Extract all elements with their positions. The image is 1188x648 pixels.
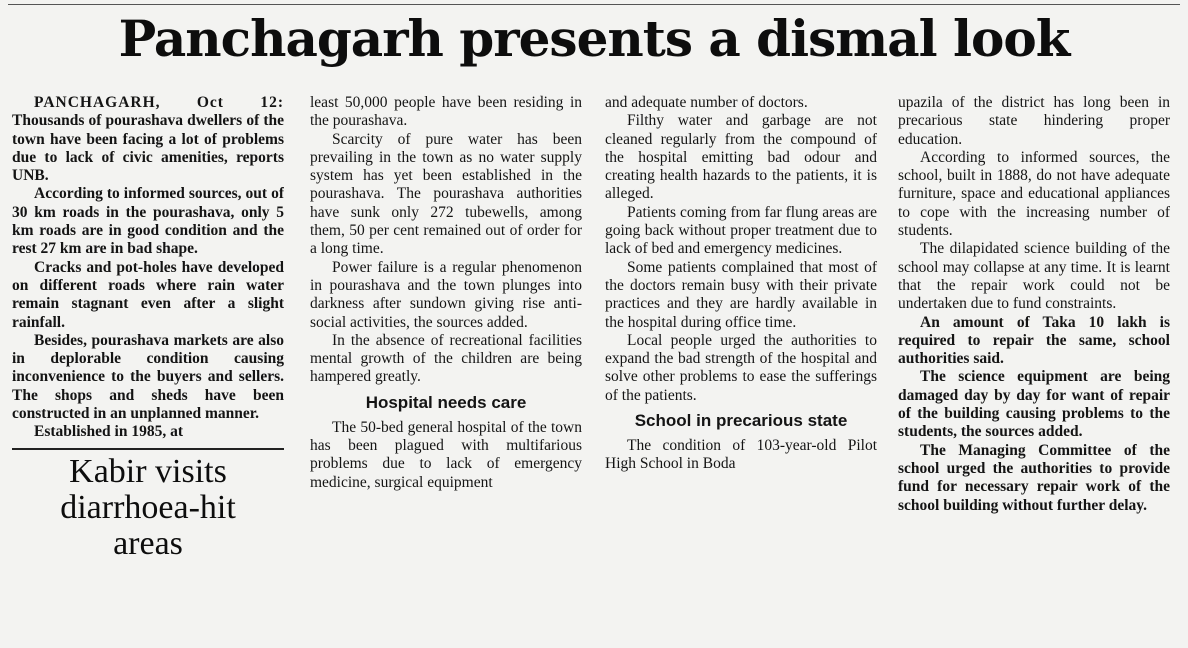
subheading: Hospital needs care bbox=[365, 392, 527, 412]
paragraph: Patients coming from far flung areas are going back without proper treatment due to lack of bed and emergency medicines. bbox=[605, 203, 877, 258]
paragraph: The Managing Committee of the school urged the authorities to provide fund for necessary repair work of the school building without further delay. bbox=[898, 441, 1170, 514]
paragraph: Besides, pourashava markets are also in deplorable condition causing inconvenience to the buyers and sellers. The shops and sheds have been constructed in an unplanned manner. bbox=[12, 331, 284, 423]
paragraph: Power failure is a regular phenomenon in pourashava and the town plunges into darkness after sundown giving rise anti-social activities, the sources added. bbox=[310, 258, 582, 331]
lead-text: Thousands of pourashava dwellers of the town have been facing a lot of problems due to lack of civic amenities, reports UNB. bbox=[12, 112, 284, 185]
paragraph: and adequate number of doctors. bbox=[605, 94, 808, 111]
subheading: School in precarious state bbox=[634, 411, 848, 431]
paragraph: The science equipment are being damaged day by day for want of repair of the building causing problems to the students, the sources added. bbox=[898, 368, 1170, 441]
teaser-line: Kabir visits bbox=[69, 452, 227, 490]
teaser-line: areas bbox=[113, 524, 183, 562]
paragraph: According to informed sources, out of 30 km roads in the pourashava, only 5 km roads are in good condition and the rest 27 km are in bad shape. bbox=[12, 185, 284, 258]
paragraph: In the absence of recreational facilities mental growth of the children are being hampered greatly. bbox=[310, 331, 582, 386]
divider bbox=[12, 448, 284, 450]
paragraph: Established in 1985, at bbox=[34, 423, 184, 441]
paragraph: According to informed sources, the school, built in 1888, do not have adequate furniture, space and educational appliances to cope with the increasing number of students. bbox=[898, 148, 1170, 240]
paragraph: Scarcity of pure water has been prevailing in the town as no water supply system has yet been established in the pourashava. The pourashava authorities have sunk only 272 tubewells, among them, 50 per cent remained out of order for a long time. bbox=[310, 130, 582, 258]
paragraph: Filthy water and garbage are not cleaned regularly from the compound of the hospital emitting bad odour and creating health hazards to the patients, it is alleged. bbox=[605, 112, 877, 203]
paragraph: Some patients complained that most of the doctors remain busy with their private practices and they are hardly available in the hospital during office time. bbox=[605, 258, 877, 331]
paragraph: Cracks and pot-holes have developed on different roads where rain water remain stagnant even after a slight rainfall. bbox=[12, 258, 284, 331]
article-column-2 bbox=[310, 94, 582, 647]
headline: Panchagarh presents a dismal look bbox=[118, 9, 1070, 68]
paragraph: least 50,000 people have been residing in the pourashava. bbox=[310, 94, 582, 130]
paragraph: The 50-bed general hospital of the town has been plagued with multifarious problems due to lack of emergency medicine, surgical equipment bbox=[310, 418, 582, 491]
article-column-3 bbox=[605, 94, 877, 647]
teaser-line: diarrhoea-hit bbox=[60, 488, 236, 526]
article-column-4 bbox=[898, 94, 1170, 647]
article-column-1 bbox=[12, 94, 284, 647]
paragraph: The dilapidated science building of the school may collapse at any time. It is learnt that the repair work could not be undertaken due to fund constraints. bbox=[898, 240, 1170, 313]
teaser-headline bbox=[12, 454, 284, 562]
lead-paragraph bbox=[12, 94, 284, 185]
dateline: PANCHAGARH, Oct 12: bbox=[34, 94, 284, 111]
paragraph: Local people urged the authorities to expand the bad strength of the hospital and solve other problems to ease the sufferings of the patients. bbox=[605, 331, 877, 404]
paragraph: The condition of 103-year-old Pilot High School in Boda bbox=[605, 437, 877, 473]
paragraph: upazila of the district has long been in precarious state hindering proper education. bbox=[898, 94, 1170, 148]
paragraph: An amount of Taka 10 lakh is required to repair the same, school authorities said. bbox=[898, 313, 1170, 368]
